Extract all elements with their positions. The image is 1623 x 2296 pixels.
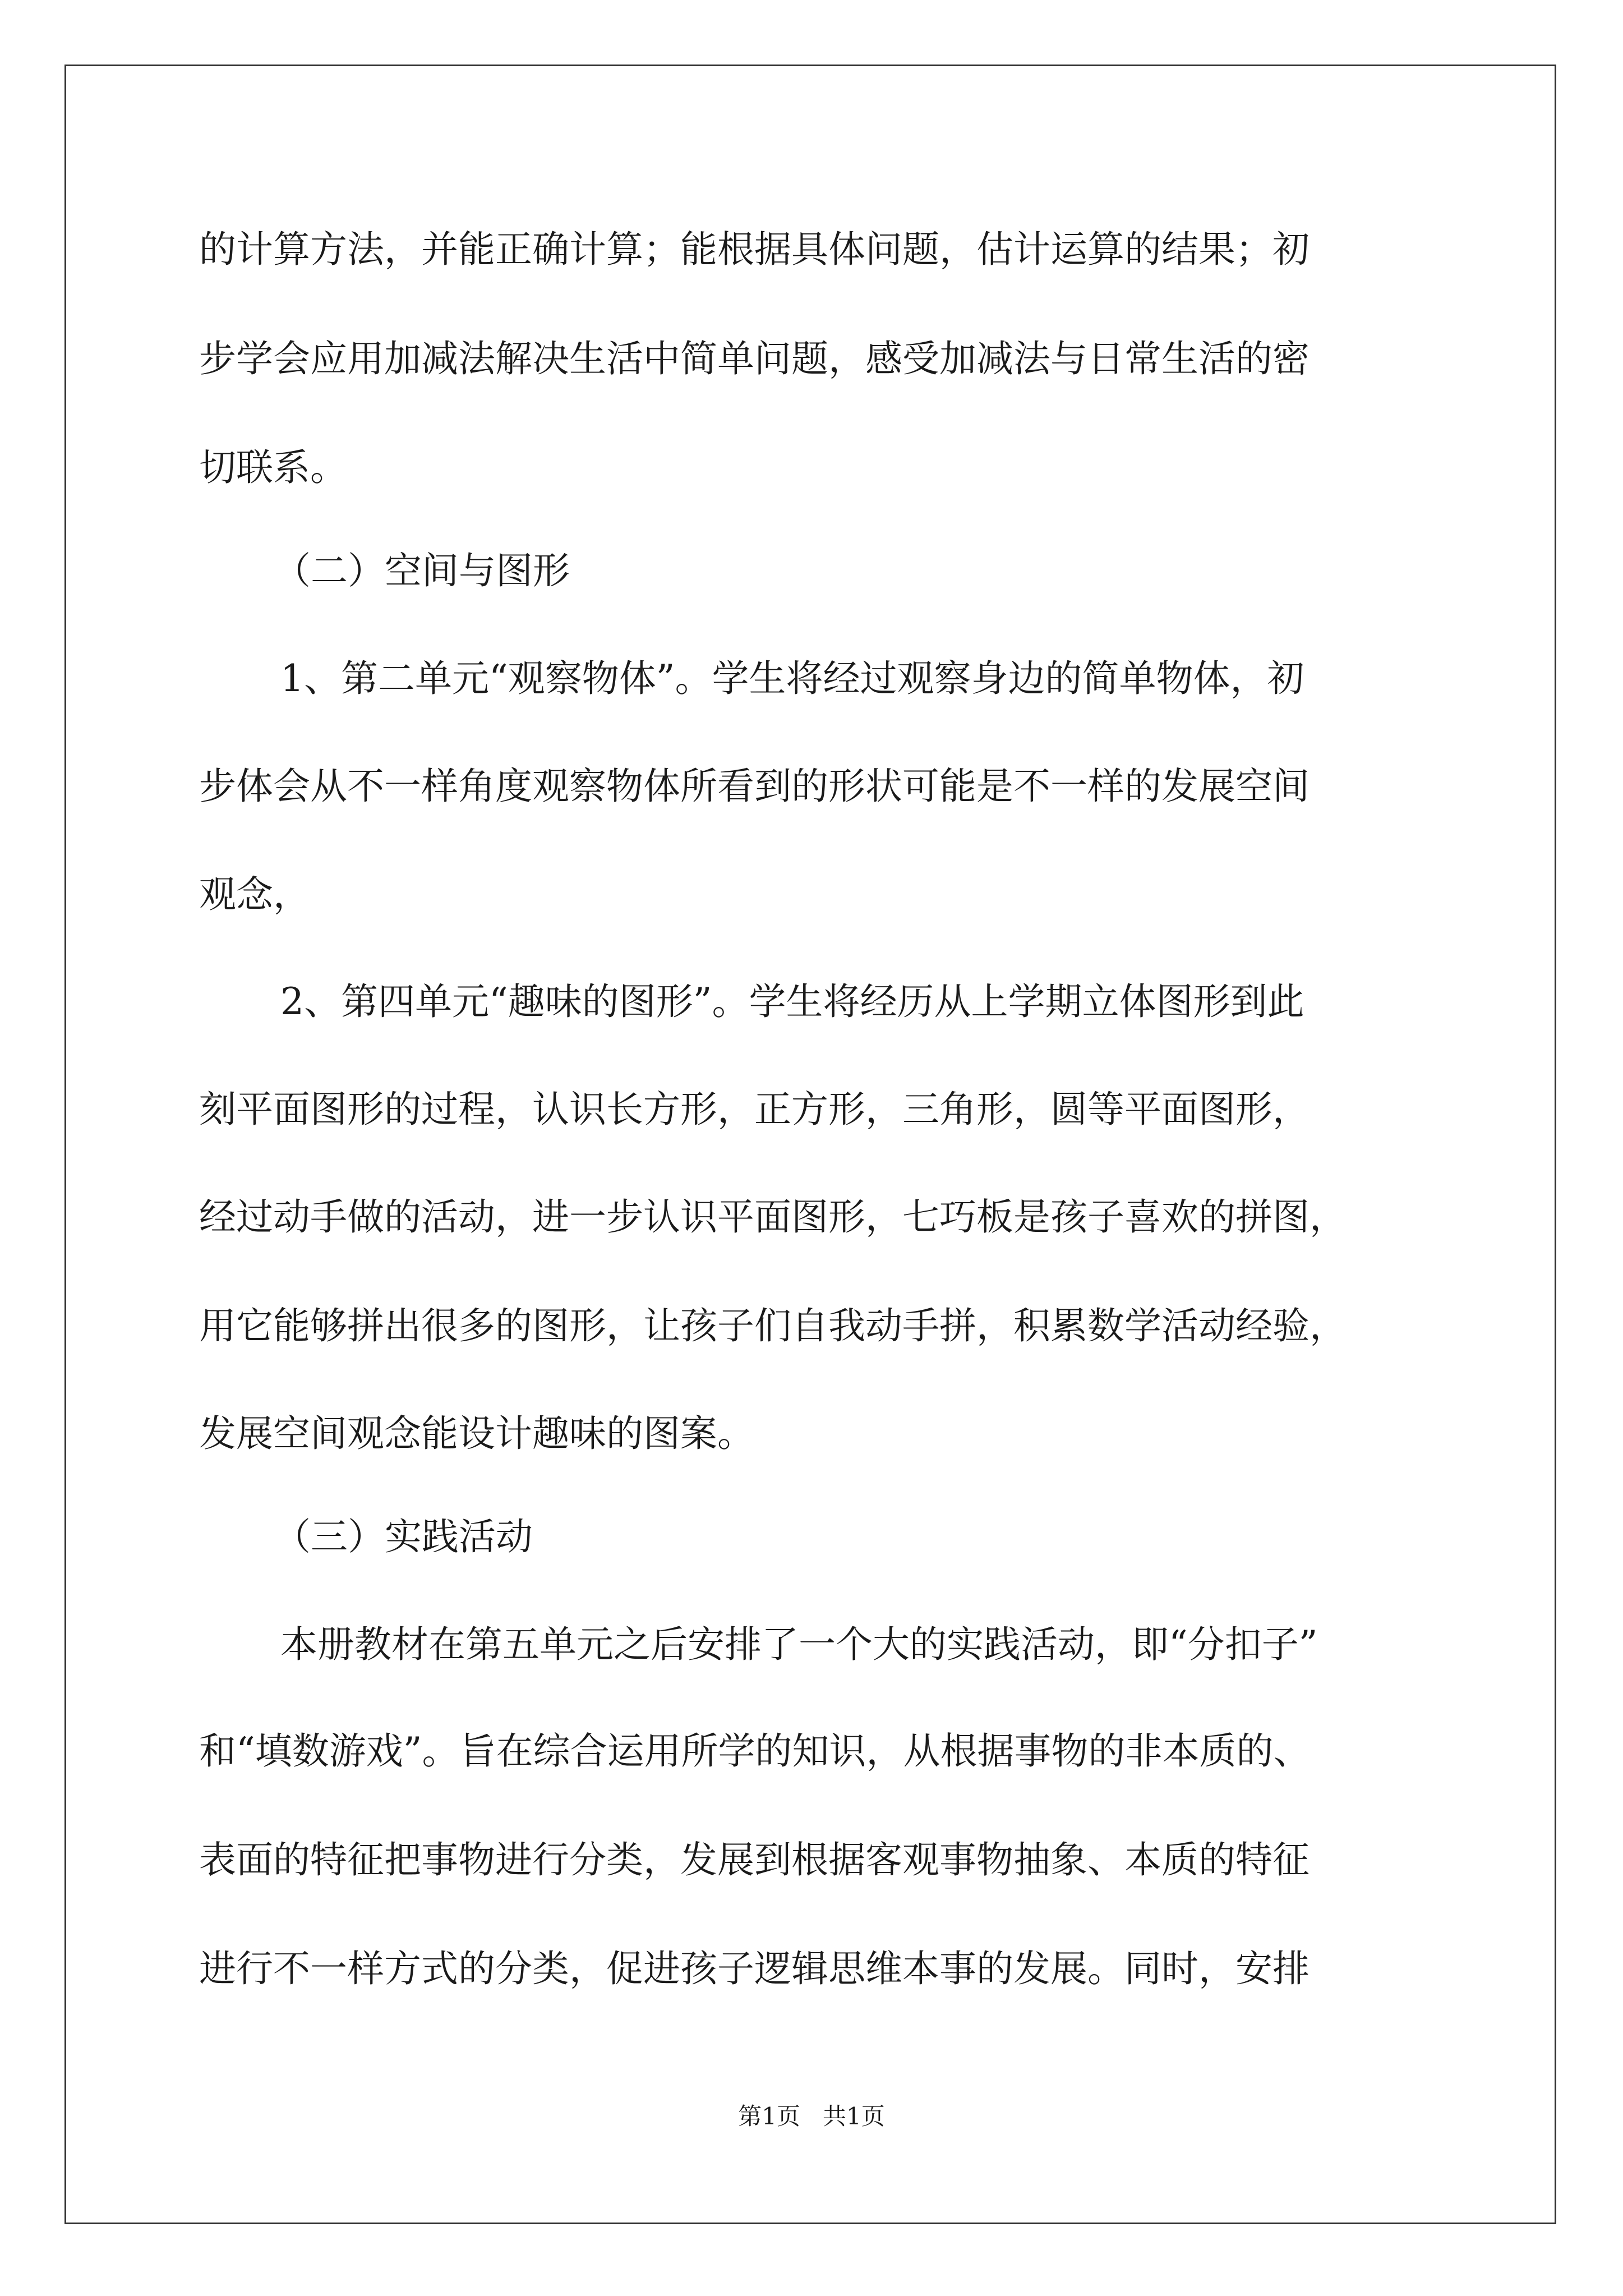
page-footer: 第1页 共1页 <box>738 2102 885 2130</box>
text-line: 经过动手做的活动，进一步认识平面图形，七巧板是孩子喜欢的拼图， <box>199 1195 1347 1239</box>
text-line: 2、第四单元“趣味的图形”。学生将经历从上学期立体图形到此 <box>280 980 1304 1023</box>
text-line: 刻平面图形的过程，认识长方形，正方形，三角形，圆等平面图形， <box>199 1088 1310 1131</box>
text-line: 步体会从不一样角度观察物体所看到的形状可能是不一样的发展空间 <box>199 765 1310 808</box>
text-line: 观念， <box>199 873 310 916</box>
text-line: 的计算方法，并能正确计算；能根据具体问题，估计运算的结果；初 <box>199 228 1310 271</box>
section-heading: （三）实践活动 <box>274 1515 533 1558</box>
text-line: 本册教材在第五单元之后安排了一个大的实践活动，即“分扣子” <box>280 1623 1318 1666</box>
text-line: 用它能够拼出很多的图形，让孩子们自我动手拼，积累数学活动经验， <box>199 1304 1347 1347</box>
text-line: 发展空间观念能设计趣味的图案。 <box>199 1412 754 1455</box>
text-line: 和“填数游戏”。旨在综合运用所学的知识，从根据事物的非本质的、 <box>199 1729 1311 1773</box>
text-line: 进行不一样方式的分类，促进孩子逻辑思维本事的发展。同时，安排 <box>199 1947 1310 1990</box>
text-line: 步学会应用加减法解决生活中简单问题，感受加减法与日常生活的密 <box>199 337 1310 380</box>
text-line: 1、第二单元“观察物体”。学生将经过观察身边的简单物体，初 <box>280 657 1304 700</box>
section-heading: （二）空间与图形 <box>274 549 570 592</box>
text-line: 表面的特征把事物进行分类，发展到根据客观事物抽象、本质的特征 <box>199 1838 1310 1881</box>
page-border <box>64 65 1556 2224</box>
text-line: 切联系。 <box>199 446 347 489</box>
